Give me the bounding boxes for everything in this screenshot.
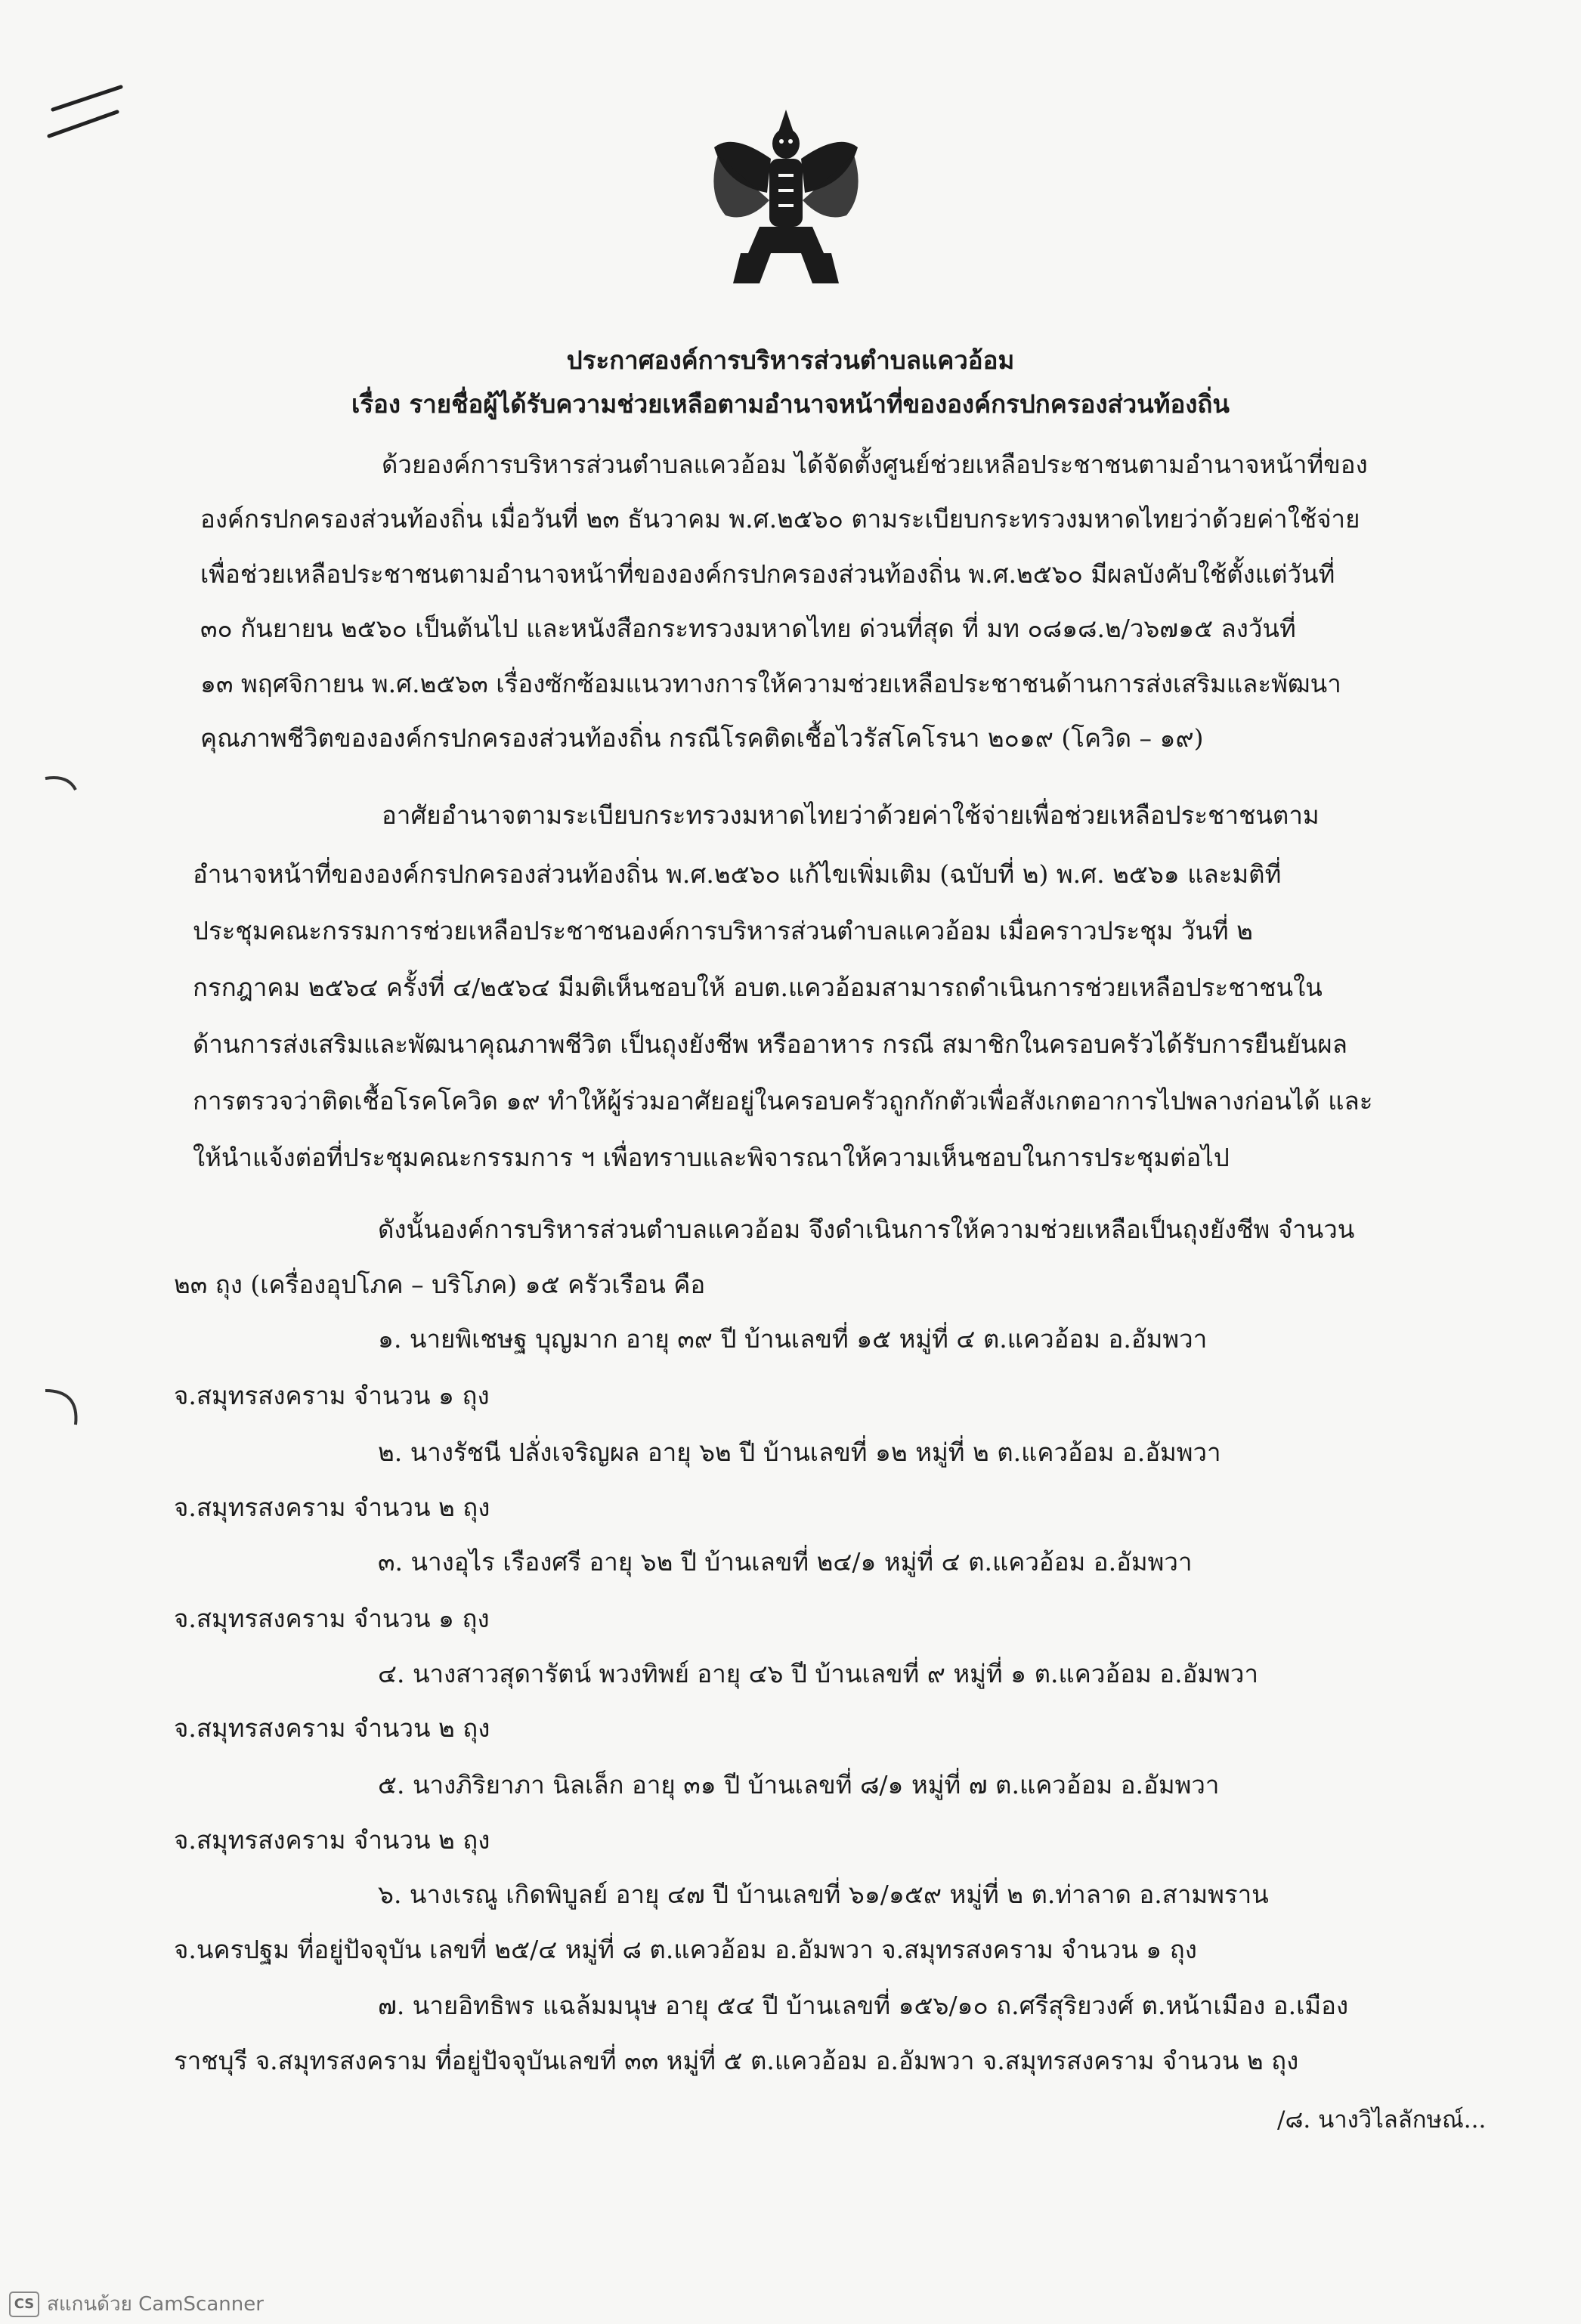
paragraph-1-line: คุณภาพชีวิตขององค์กรปกครองส่วนท้องถิ่น กรณีโรคติดเชื้อไวรัสโคโรนา ๒๐๑๙ (โควิด – ๑๙) xyxy=(200,723,1204,753)
paragraph-2-line: ประชุมคณะกรรมการช่วยเหลือประชาชนองค์การบริหารส่วนตำบลแควอ้อม เมื่อคราวประชุม วันที่ ๒ xyxy=(193,916,1253,945)
paragraph-1-line: เพื่อช่วยเหลือประชาชนตามอำนาจหน้าที่ขององค์กรปกครองส่วนท้องถิ่น พ.ศ.๒๕๖๐ มีผลบังคับใช้ตั้งแต่วันที่ xyxy=(200,559,1335,589)
camscanner-text: สแกนด้วย CamScanner xyxy=(47,2293,264,2316)
recipient-3: ๓. นางอุไร เรืองศรี อายุ ๖๒ ปี บ้านเลขที่ ๒๔/๑ หมู่ที่ ๔ ต.แควอ้อม อ.อัมพวา xyxy=(378,1547,1193,1577)
punch-hole-mark-top xyxy=(42,771,87,809)
recipient-5: ๕. นางภิริยาภา นิลเล็ก อายุ ๓๑ ปี บ้านเลขที่ ๘/๑ หมู่ที่ ๗ ต.แควอ้อม อ.อัมพวา xyxy=(378,1770,1220,1799)
paragraph-2-line: อำนาจหน้าที่ขององค์กรปกครองส่วนท้องถิ่น พ.ศ.๒๕๖๐ แก้ไขเพิ่มเติม (ฉบับที่ ๒) พ.ศ. ๒๕๖๑ และมติที่ xyxy=(193,859,1282,889)
announcement-subject: เรื่อง รายชื่อผู้ได้รับความช่วยเหลือตามอำนาจหน้าที่ขององค์กรปกครองส่วนท้องถิ่น xyxy=(351,389,1230,419)
camscanner-watermark xyxy=(9,2288,264,2319)
paragraph-1-line: องค์กรปกครองส่วนท้องถิ่น เมื่อวันที่ ๒๓ ธันวาคม พ.ศ.๒๕๖๐ ตามระเบียบกระทรวงมหาดไทยว่าด้วยค่าใช้จ่าย xyxy=(200,504,1360,534)
paragraph-3-line: ๒๓ ถุง (เครื่องอุปโภค – บริโภค) ๑๕ ครัวเรือน คือ xyxy=(174,1270,706,1299)
recipient-5-continued: จ.สมุทรสงคราม จำนวน ๒ ถุง xyxy=(174,1825,490,1855)
recipient-1-continued: จ.สมุทรสงคราม จำนวน ๑ ถุง xyxy=(174,1381,490,1410)
paragraph-2-line: การตรวจว่าติดเชื้อโรคโควิด ๑๙ ทำให้ผู้ร่วมอาศัยอยู่ในครอบครัวถูกกักตัวเพื่อสังเกตอาการไปพลางก่อนได้ และ xyxy=(193,1086,1373,1116)
paragraph-2-line: อาศัยอำนาจตามระเบียบกระทรวงมหาดไทยว่าด้วยค่าใช้จ่ายเพื่อช่วยเหลือประชาชนตาม xyxy=(382,800,1320,830)
paragraph-2-line: กรกฎาคม ๒๕๖๔ ครั้งที่ ๔/๒๕๖๔ มีมติเห็นชอบให้ อบต.แควอ้อมสามารถดำเนินการช่วยเหลือประชาชนใน xyxy=(193,973,1323,1002)
recipient-2: ๒. นางรัชนี ปลั่งเจริญผล อายุ ๖๒ ปี บ้านเลขที่ ๑๒ หมู่ที่ ๒ ต.แควอ้อม อ.อัมพวา xyxy=(378,1437,1221,1467)
recipient-3-continued: จ.สมุทรสงคราม จำนวน ๑ ถุง xyxy=(174,1604,490,1633)
announcement-title: ประกาศองค์การบริหารส่วนตำบลแควอ้อม xyxy=(566,345,1015,375)
recipient-6: ๖. นางเรณู เกิดพิบูลย์ อายุ ๔๗ ปี บ้านเลขที่ ๖๑/๑๕๙ หมู่ที่ ๒ ต.ท่าลาด อ.สามพราน xyxy=(378,1880,1269,1909)
recipient-7: ๗. นายอิทธิพร แฉล้มมนุษ อายุ ๕๔ ปี บ้านเลขที่ ๑๕๖/๑๐ ถ.ศรีสุริยวงศ์ ต.หน้าเมือง อ.เมือง xyxy=(378,1991,1349,2020)
recipient-4: ๔. นางสาวสุดารัตน์ พวงทิพย์ อายุ ๔๖ ปี บ้านเลขที่ ๙ หมู่ที่ ๑ ต.แควอ้อม อ.อัมพวา xyxy=(378,1659,1258,1688)
punch-hole-mark-bottom xyxy=(42,1383,87,1436)
garuda-emblem-icon xyxy=(703,102,869,291)
recipient-6-continued: จ.นครปฐม ที่อยู่ปัจจุบัน เลขที่ ๒๕/๔ หมู่ที่ ๘ ต.แควอ้อม อ.อัมพวา จ.สมุทรสงคราม จำนวน ๑ ถุง xyxy=(174,1935,1197,1964)
paragraph-2-line: ให้นำแจ้งต่อที่ประชุมคณะกรรมการ ฯ เพื่อทราบและพิจารณาให้ความเห็นชอบในการประชุมต่อไป xyxy=(193,1143,1230,1172)
recipient-7-continued: ราชบุรี จ.สมุทรสงคราม ที่อยู่ปัจจุบันเลขที่ ๓๓ หมู่ที่ ๕ ต.แควอ้อม อ.อัมพวา จ.สมุทรสงคราม จำนวน ๒ ถุง xyxy=(174,2046,1299,2075)
camscanner-logo-icon: CS xyxy=(9,2292,39,2317)
recipient-4-continued: จ.สมุทรสงคราม จำนวน ๒ ถุง xyxy=(174,1713,490,1743)
recipient-2-continued: จ.สมุทรสงคราม จำนวน ๒ ถุง xyxy=(174,1493,490,1522)
recipient-1: ๑. นายพิเชษฐ บุญมาก อายุ ๓๙ ปี บ้านเลขที่ ๑๕ หมู่ที่ ๔ ต.แควอ้อม อ.อัมพวา xyxy=(378,1324,1208,1354)
continuation-note: /๘. นางวิไลลักษณ์... xyxy=(1277,2106,1487,2134)
handwritten-slash-mark xyxy=(45,83,128,144)
paragraph-1-line: ด้วยองค์การบริหารส่วนตำบลแควอ้อม ได้จัดตั้งศูนย์ช่วยเหลือประชาชนตามอำนาจหน้าที่ของ xyxy=(382,450,1368,479)
paragraph-3-line: ดังนั้นองค์การบริหารส่วนตำบลแควอ้อม จึงดำเนินการให้ความช่วยเหลือเป็นถุงยังชีพ จำนวน xyxy=(378,1215,1355,1244)
paragraph-1-line: ๓๐ กันยายน ๒๕๖๐ เป็นต้นไป และหนังสือกระทรวงมหาดไทย ด่วนที่สุด ที่ มท ๐๘๑๘.๒/ว๖๗๑๕ ลงวันที่ xyxy=(200,614,1296,643)
paragraph-2-line: ด้านการส่งเสริมและพัฒนาคุณภาพชีวิต เป็นถุงยังชีพ หรืออาหาร กรณี สมาชิกในครอบครัวได้รับการยืนยันผล xyxy=(193,1029,1347,1059)
paragraph-1-line: ๑๓ พฤศจิกายน พ.ศ.๒๕๖๓ เรื่องซักซ้อมแนวทางการให้ความช่วยเหลือประชาชนด้านการส่งเสริมและพัฒนา xyxy=(200,669,1341,698)
